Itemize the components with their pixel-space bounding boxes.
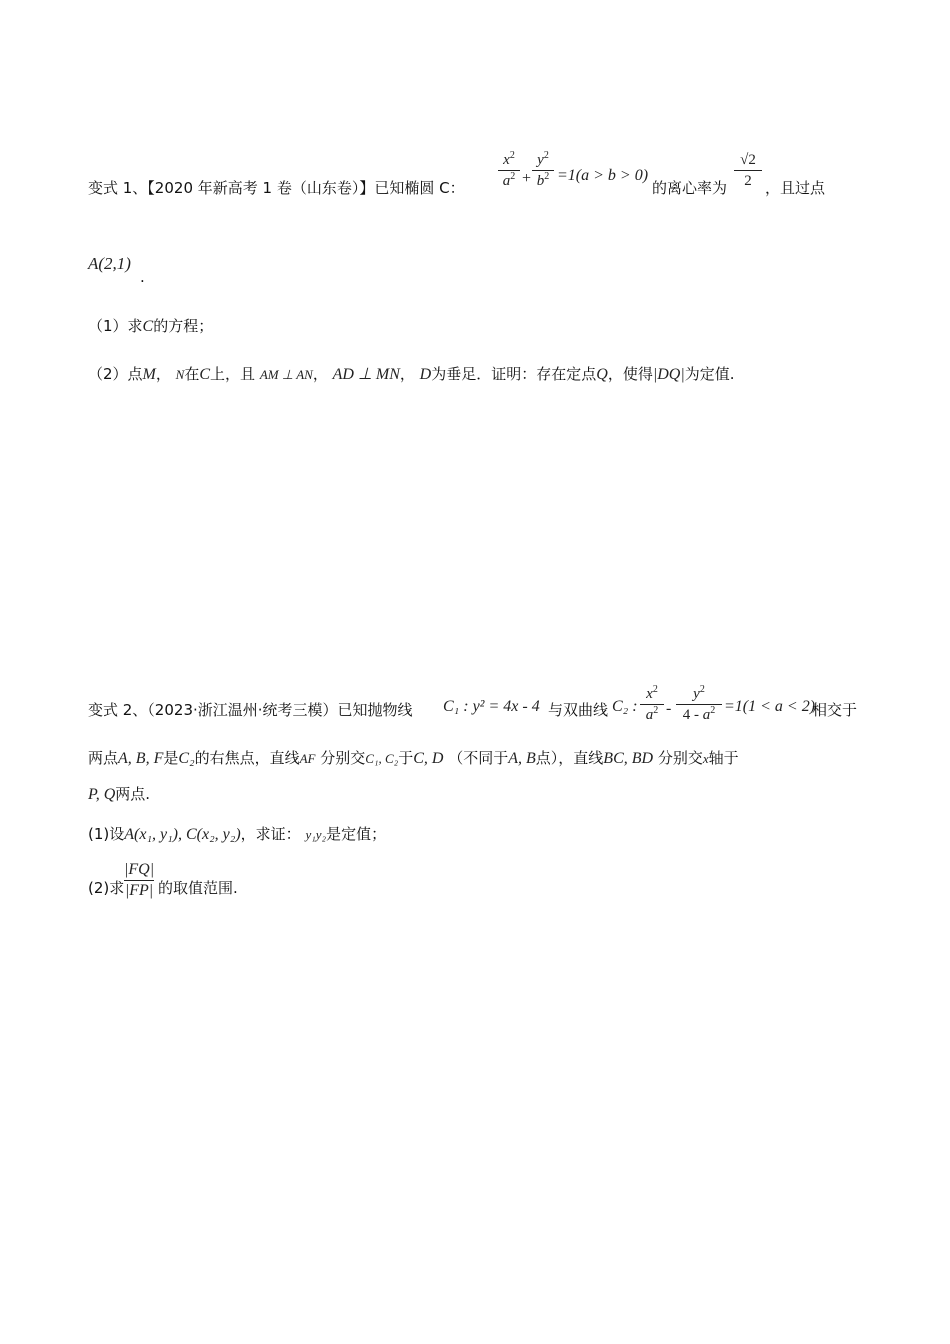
hyperbola-condition: =1(1 < a < 2)	[724, 698, 816, 715]
hyperbola-label: C₂ :	[612, 698, 638, 715]
question-1-1: （1）求C的方程；	[88, 317, 214, 335]
parabola-equation: C₁ : y² = 4x - 4	[443, 698, 540, 715]
ellipse-condition: =1(a > b > 0)	[557, 167, 649, 184]
eccentricity-value: √2 2	[734, 150, 762, 191]
ellipse-frac-x: $x^2$ $a^2$	[498, 150, 520, 191]
point-A: A(2,1)	[88, 254, 131, 273]
question-2-2-end: 的取值范围.	[158, 879, 238, 897]
problem-2-line-2: 两点A, B, F是C₂的右焦点，直线AF 分别交C₁, C₂于C, D （不同于A, B点），直线BC, BD 分别交x轴于	[88, 749, 739, 767]
passing-point-label: ，且过点	[765, 179, 826, 197]
question-2-2-label: (2)求	[88, 879, 125, 897]
eccentricity-label: 的离心率为	[652, 179, 728, 197]
ellipse-frac-y: $y^2$ $b^2$	[532, 150, 554, 191]
problem-1-heading: 变式 1、【2020 年新高考 1 卷（山东卷）】已知椭圆 C：	[88, 179, 465, 197]
hyperbola-frac-x: $x^2$ $a^2$	[640, 684, 664, 725]
problem-2-heading: 变式 2、（2023·浙江温州·统考三模）已知抛物线	[88, 701, 413, 719]
question-2-1: (1)设A(x₁, y₁), C(x₂, y₂)，求证： y₁y₂是定值；	[88, 825, 387, 843]
hyperbola-frac-y: $y^2$ $4 - a^2$	[676, 684, 722, 725]
ratio-FQ-FP: |FQ| |FP|	[124, 861, 155, 899]
question-1-2: （2）点M， N在C上，且 AM ⊥ AN， AD ⊥ MN， D为垂足．证明：存在定点Q，使得|DQ|为定值.	[88, 365, 735, 383]
problem-2-line-3: P, Q两点.	[88, 785, 151, 803]
